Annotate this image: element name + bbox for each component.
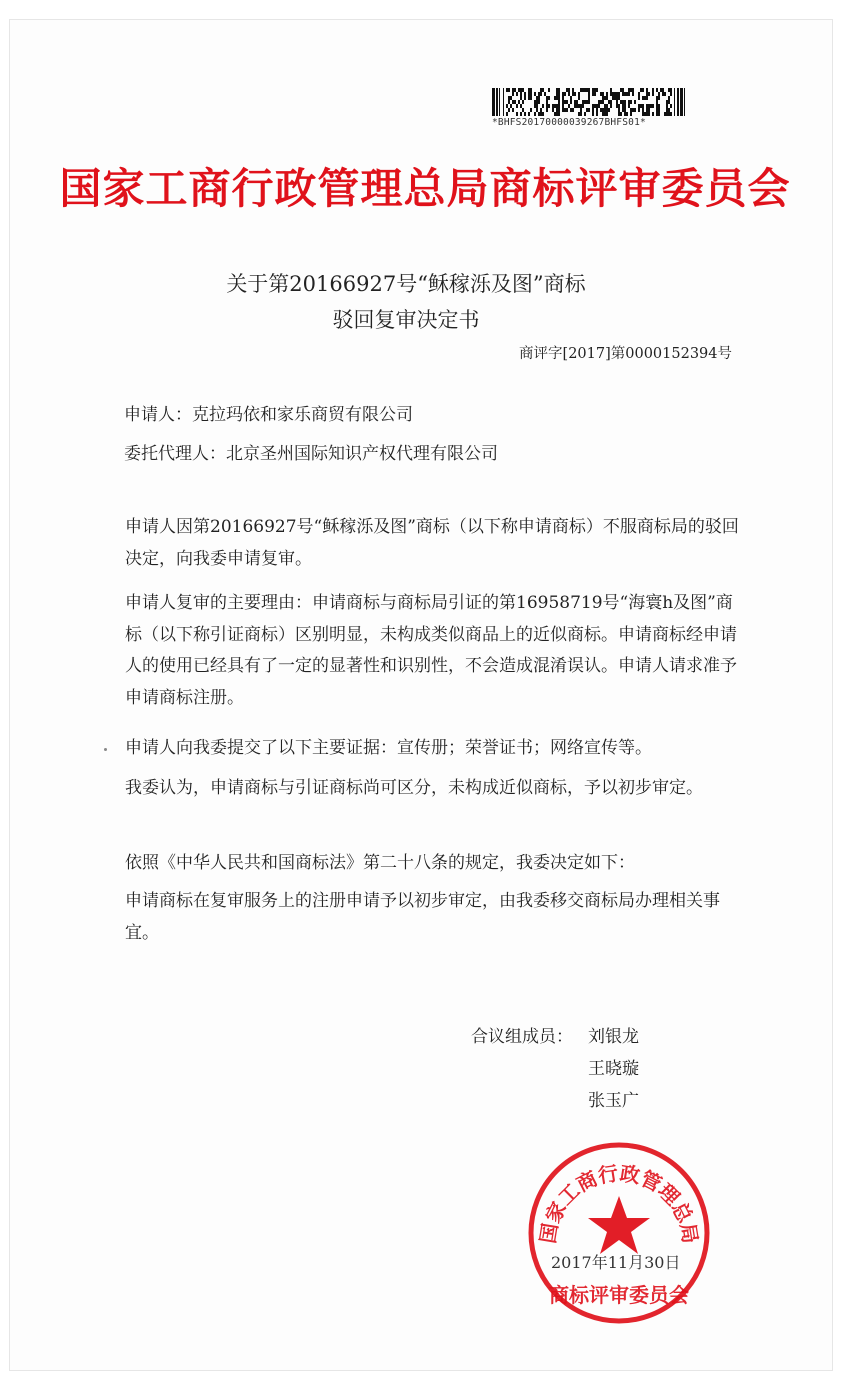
paragraph-1 [84,512,744,575]
applicant-line: 申请人：克拉玛依和家乐商贸有限公司 [124,405,413,425]
panel-member-3: 张玉广 [588,1091,639,1111]
organization-header: 国家工商行政管理总局商标评审委员会 [59,164,791,213]
paragraph-6 [84,886,744,949]
paragraph-5-text: 依照《中华人民共和国商标法》第二十八条的规定，我委决定如下： [125,853,635,873]
paragraph-4 [84,773,744,805]
official-seal-stamp [526,1140,712,1326]
document-title-line2: 驳回复审决定书 [332,308,480,332]
barcode-graphic [492,88,697,116]
paragraph-4-text: 我委认为，申请商标与引证商标尚可区分，未构成近似商标，予以初步审定。 [125,778,703,798]
seal-bottom-text: 商标评审委员会 [549,1283,689,1307]
paragraph-2-text: 申请人复审的主要理由：申请商标与商标局引证的第16958719号“海寰h及图”商标（以下称引证商标）区别明显，未构成类似商品上的近似商标。申请商标经申请人的使用已经具有了一定的显著性和识别性，不会造成混淆误认。申请人请求准予申请商标注册。 [125,593,737,708]
paragraph-1-text: 申请人因第20166927号“稣稼泺及图”商标（以下称申请商标）不服商标局的驳回决定，向我委申请复审。 [125,517,739,569]
barcode-block [492,88,702,128]
document-title-line1: 关于第20166927号“稣稼泺及图”商标 [226,272,586,296]
paragraph-2 [84,588,744,714]
panel-member-1: 刘银龙 [588,1027,639,1047]
barcode-text: *BHFS20170000039267BHFS01* [492,117,646,128]
panel-member-2: 王晓璇 [588,1059,639,1079]
paragraph-3-text: 申请人向我委提交了以下主要证据：宣传册；荣誉证书；网络宣传等。 [125,738,652,758]
panel-members-label: 合议组成员： [471,1027,573,1047]
paragraph-3 [84,733,744,765]
paragraph-5 [84,848,744,880]
seal-star-icon [588,1196,650,1254]
seal-arc-text: 国家工商行政管理总局 [535,1161,703,1246]
document-number: 商评字[2017]第0000152394号 [519,346,732,362]
decision-date: 2017年11月30日 [551,1253,681,1272]
paragraph-6-text: 申请商标在复审服务上的注册申请予以初步审定，由我委移交商标局办理相关事宜。 [125,891,720,943]
agent-line: 委托代理人：北京圣州国际知识产权代理有限公司 [124,444,498,464]
